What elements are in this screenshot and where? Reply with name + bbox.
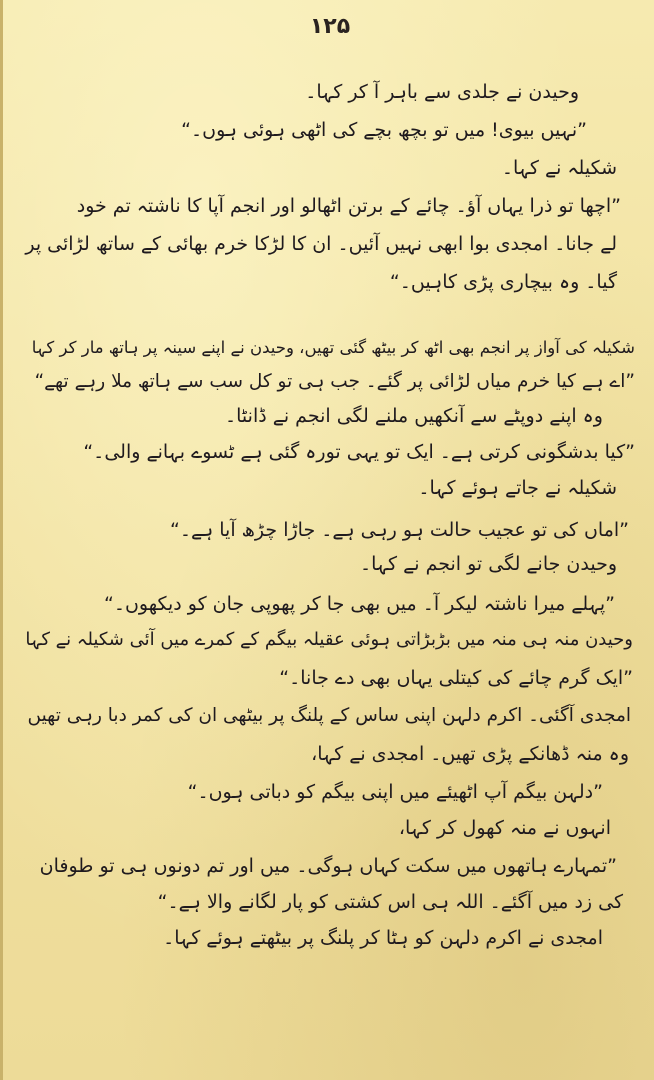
text-line: امجدی نے اکرم دلہن کو ہٹا کر پلنگ پر بیٹھتے ہوئے کہا۔ xyxy=(163,927,603,949)
text-line: ”اماں کی تو عجیب حالت ہو رہی ہے۔ جاڑا چڑھ آیا ہے۔“ xyxy=(169,519,629,541)
text-line: شکیلہ نے کہا۔ xyxy=(501,157,617,179)
text-line: شکیلہ کی آواز پر انجم بھی اٹھ کر بیٹھ گئی تھیں، وحیدن نے اپنے سینہ پر ہاتھ مار کر کہا xyxy=(31,338,635,357)
text-line: وہ اپنے دوپٹے سے آنکھیں ملنے لگی انجم نے ڈانٹا۔ xyxy=(225,405,603,427)
text-line: شکیلہ نے جاتے ہوئے کہا۔ xyxy=(418,477,617,499)
text-line: ”پہلے میرا ناشتہ لیکر آ۔ میں بھی جا کر پھوپی جان کو دیکھوں۔“ xyxy=(103,593,615,615)
text-line: گیا۔ وہ بیچاری پڑی کاہیں۔“ xyxy=(389,271,617,293)
text-line: ”ایک گرم چائے کی کیتلی یہاں بھی دے جانا۔“ xyxy=(279,667,633,689)
text-line: ”اچھا تو ذرا یہاں آؤ۔ چائے کے برتن اٹھالو اور انجم آپا کا ناشتہ تم خود xyxy=(76,195,621,217)
text-line: کی زد میں آگئے۔ اللہ ہی اس کشتی کو پار لگانے والا ہے۔“ xyxy=(157,891,623,913)
text-line: وہ منہ ڈھانکے پڑی تھیں۔ امجدی نے کہا، xyxy=(311,743,629,765)
text-line: ”اے ہے کیا خرم میاں لڑائی پر گئے۔ جب ہی تو کل سب سے ہاتھ ملا رہے تھے“ xyxy=(34,371,635,392)
text-line: امجدی آگئی۔ اکرم دلہن اپنی ساس کے پلنگ پر بیٹھی ان کی کمر دبا رہی تھیں xyxy=(27,705,631,726)
text-line: ”تمہارے ہاتھوں میں سکت کہاں ہوگی۔ میں اور تم دونوں ہی تو طوفان xyxy=(39,855,617,877)
text-line: وحیدن منہ ہی منہ میں بڑبڑاتی ہوئی عقیلہ بیگم کے کمرے میں آئی شکیلہ نے کہا xyxy=(25,629,633,650)
text-line: ”نہیں بیوی! میں تو بچھ بچے کی اٹھی ہوئی ہوں۔“ xyxy=(181,119,587,141)
text-line: وحیدن جانے لگی تو انجم نے کہا۔ xyxy=(360,553,617,575)
page-number: ۱۲۵ xyxy=(309,14,351,39)
text-line: ”کیا بدشگونی کرتی ہے۔ ایک تو یہی تورہ گئی ہے ٹسوے بہانے والی۔“ xyxy=(83,441,635,463)
text-line: ”دلہن بیگم آپ اٹھیئے میں اپنی بیگم کو دباتی ہوں۔“ xyxy=(187,781,603,803)
text-line: وحیدن نے جلدی سے باہر آ کر کہا۔ xyxy=(305,81,579,103)
text-line: انہوں نے منہ کھول کر کہا، xyxy=(398,817,611,839)
text-line: لے جانا۔ امجدی بوا ابھی نہیں آئیں۔ ان کا لڑکا خرم بھائی کے ساتھ لڑائی پر xyxy=(25,233,617,255)
